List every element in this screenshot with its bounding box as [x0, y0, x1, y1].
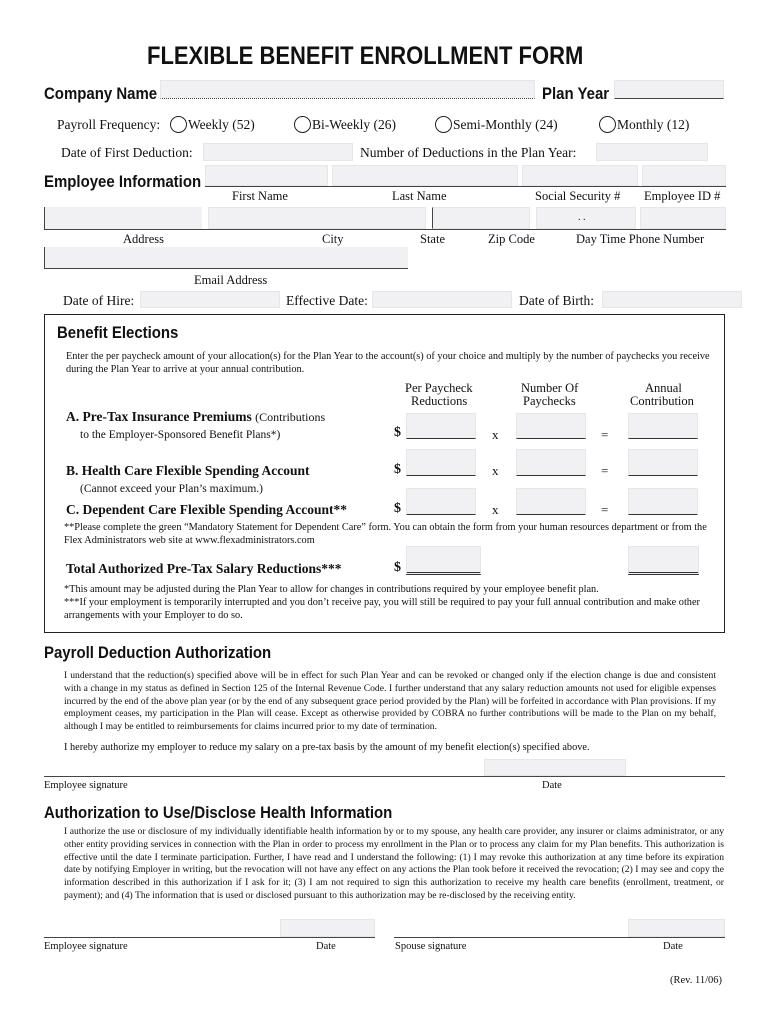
employee-first-name-field[interactable] — [205, 165, 328, 186]
row-b-equals: = — [601, 463, 609, 478]
health-auth-heading: Authorization to Use/Disclose Health Information — [44, 803, 393, 822]
row-a-note: (Contributions — [255, 410, 326, 424]
benefit-elections-heading: Benefit Elections — [57, 323, 179, 342]
effective-date-field[interactable] — [372, 291, 512, 308]
employee-id-label: Employee ID # — [644, 189, 721, 203]
payroll-employee-signature-label: Employee signature — [44, 780, 128, 791]
num-deductions-field[interactable] — [596, 143, 708, 161]
total-annual-field[interactable] — [628, 546, 699, 575]
footnote-1: *This amount may be adjusted during the Plan Year to allow for changes in contributions required by your employee benefit plan. — [64, 584, 599, 595]
health-spouse-signature-label: Spouse signature — [395, 941, 467, 952]
row-a-annual-field[interactable] — [628, 413, 698, 439]
health-employee-signature-label: Employee signature — [44, 941, 128, 952]
name-box-1[interactable] — [44, 207, 202, 229]
row-c-per-paycheck-field[interactable] — [406, 488, 476, 515]
first-deduction-label: Date of First Deduction: — [61, 145, 193, 160]
dependent-care-note: **Please complete the green “Mandatory Statement for Dependent Care” form. You can obtain the form from your human resources department or from the Flex Administrators web site at www.flexadministrators.com — [64, 522, 707, 546]
revision-note: (Rev. 11/06) — [670, 975, 723, 986]
col-annual-1: Annual — [645, 381, 682, 395]
payroll-signature-line[interactable] — [44, 776, 725, 777]
state-label: State — [420, 232, 445, 246]
row-a-dollar: $ — [394, 425, 401, 440]
payroll-frequency-label: Payroll Frequency: — [57, 117, 161, 132]
plan-year-label: Plan Year — [542, 84, 610, 103]
row-b-dollar: $ — [394, 462, 401, 477]
weekly-radio[interactable] — [170, 116, 187, 133]
row-c-equals: = — [601, 502, 609, 517]
row-b-times: x — [492, 463, 499, 478]
biweekly-radio[interactable] — [294, 116, 311, 133]
col-number-of-2: Paychecks — [523, 394, 576, 408]
semimonthly-option-label: Semi-Monthly (24) — [453, 117, 558, 132]
ssn-label: Social Security # — [535, 189, 621, 203]
row-a-paychecks-field[interactable] — [516, 413, 586, 439]
footnote-2: ***If your employment is temporarily interrupted and you don’t receive pay, you will still be required to pay your full annual contribution and make other arrangements with your Employer to do so. — [64, 597, 700, 621]
date-of-birth-label: Date of Birth: — [519, 293, 594, 308]
city-label: City — [322, 232, 344, 246]
total-per-paycheck-field[interactable] — [406, 546, 481, 575]
form-title: FLEXIBLE BENEFIT ENROLLMENT FORM — [147, 42, 584, 70]
name-box-3[interactable] — [432, 207, 530, 229]
health-spouse-date-field[interactable] — [628, 919, 725, 937]
row-a-sub: to the Employer-Sponsored Benefit Plans*) — [80, 429, 281, 441]
total-label: Total Authorized Pre-Tax Salary Reductions*** — [66, 561, 342, 576]
date-of-hire-field[interactable] — [140, 291, 280, 308]
employee-id-field[interactable] — [642, 165, 726, 186]
ssn-input-field[interactable] — [536, 207, 636, 229]
employee-last-name-field[interactable] — [332, 165, 518, 186]
health-auth-text: I authorize the use or disclosure of my individually identifiable health information by or to my spouse, any health care provider, any insurer or claims administrator, or any other entity providing services in connection with the Plan in order to process my enrollment in the Plan or to process any claim for my Plan benefits. This authorization is effective until the date I terminate participation. Further, I have read and I understand the following: (1) I may revoke this authorization at any time before its expiration date by notifying Employer in writing, but the revocation will not have any effect on any actions the Plan took before it received the revocation; (2) I may see and copy the information described in this authorization if I ask for it; (3) I am not required to sign this authorization to receive my health care benefits (enrollment, treatment, or payment); and (4) The information that is used or disclosed pursuant to this authorization may be re-disclosed by the receiving entity. — [64, 826, 724, 901]
payroll-auth-heading: Payroll Deduction Authorization — [44, 643, 272, 662]
col-number-of-1: Number Of — [521, 381, 579, 395]
health-spouse-signature-line[interactable] — [394, 937, 725, 938]
payroll-auth-text: I understand that the reduction(s) specified above will be in effect for such Plan Year and can be revoked or changed only if the election change is due and consistent with a change in my status as defined in Section 125 of the Internal Revenue Code. I further understand that any salary reduction amounts not used for eligible expenses incurred by the end of the above plan year (or by the end of any subsequent grace period provided by the Plan) will be forfeited in accordance with Plan provisions. If my employment ceases, my participation in the Plan will cease. Except as otherwise provided by COBRA no further contributions will be made to the Plan on my behalf, although I may be entitled to reimbursements for claims incurred prior to my date of termination. — [64, 670, 716, 733]
employee-ssn-field[interactable] — [522, 165, 638, 186]
num-deductions-label: Number of Deductions in the Plan Year: — [360, 145, 577, 160]
health-date-label-1: Date — [316, 941, 336, 952]
first-name-label: First Name — [232, 189, 288, 203]
row-b-sub: (Cannot exceed your Plan’s maximum.) — [80, 483, 264, 495]
semimonthly-radio[interactable] — [435, 116, 452, 133]
row-a-equals: = — [601, 427, 609, 442]
row-a-times: x — [492, 427, 499, 442]
row-b-per-paycheck-field[interactable] — [406, 449, 476, 476]
monthly-option-label: Monthly (12) — [617, 117, 690, 132]
company-name-label: Company Name — [44, 84, 158, 103]
payroll-auth-statement: I hereby authorize my employer to reduce my salary on a pre-tax basis by the amount of my benefit election(s) specified above. — [64, 742, 590, 753]
col-annual-2: Contribution — [630, 394, 694, 408]
payroll-date-label: Date — [542, 780, 562, 791]
row-c-annual-field[interactable] — [628, 488, 698, 515]
email-field[interactable] — [44, 247, 408, 268]
first-deduction-field[interactable] — [203, 143, 353, 161]
monthly-radio[interactable] — [599, 116, 616, 133]
row-c-dollar: $ — [394, 501, 401, 516]
company-name-field[interactable] — [160, 80, 535, 99]
row-b-annual-field[interactable] — [628, 449, 698, 476]
phone-label: Day Time Phone Number — [576, 232, 705, 246]
row-c-times: x — [492, 502, 499, 517]
weekly-option-label: Weekly (52) — [188, 117, 255, 132]
payroll-signature-date-field[interactable] — [484, 759, 626, 776]
row-b-label: B. Health Care Flexible Spending Account — [66, 463, 310, 478]
name-box-2[interactable] — [208, 207, 426, 229]
ssn-separator: . . — [578, 212, 586, 223]
address-label: Address — [123, 232, 164, 246]
row-c-label: C. Dependent Care Flexible Spending Account** — [66, 502, 348, 517]
effective-date-label: Effective Date: — [286, 293, 368, 308]
health-date-label-2: Date — [663, 941, 683, 952]
row-a-per-paycheck-field[interactable] — [406, 413, 476, 439]
zip-label: Zip Code — [488, 232, 535, 246]
biweekly-option-label: Bi-Weekly (26) — [312, 117, 397, 132]
email-label: Email Address — [194, 273, 268, 287]
plan-year-field[interactable] — [614, 80, 724, 99]
date-of-birth-field[interactable] — [602, 291, 742, 308]
employee-info-heading: Employee Information — [44, 172, 202, 191]
total-dollar: $ — [394, 560, 401, 575]
health-emp-signature-line[interactable] — [44, 937, 375, 938]
date-of-hire-label: Date of Hire: — [63, 293, 135, 308]
last-name-label: Last Name — [392, 189, 447, 203]
employee-id-input-field[interactable] — [640, 207, 726, 229]
col-per-paycheck-2: Reductions — [411, 394, 468, 408]
row-b-paychecks-field[interactable] — [516, 449, 586, 476]
row-a-label — [66, 409, 325, 425]
benefit-intro-text: Enter the per paycheck amount of your allocation(s) for the Plan Year to the account(s) of your choice and multiply by the number of paychecks you receive during the Plan Year to arrive at your annual contribution. — [66, 351, 710, 375]
row-c-paychecks-field[interactable] — [516, 488, 586, 515]
health-emp-date-field[interactable] — [280, 919, 375, 937]
col-per-paycheck-1: Per Paycheck — [405, 381, 473, 395]
row-a-title: A. Pre-Tax Insurance Premiums — [66, 409, 252, 424]
